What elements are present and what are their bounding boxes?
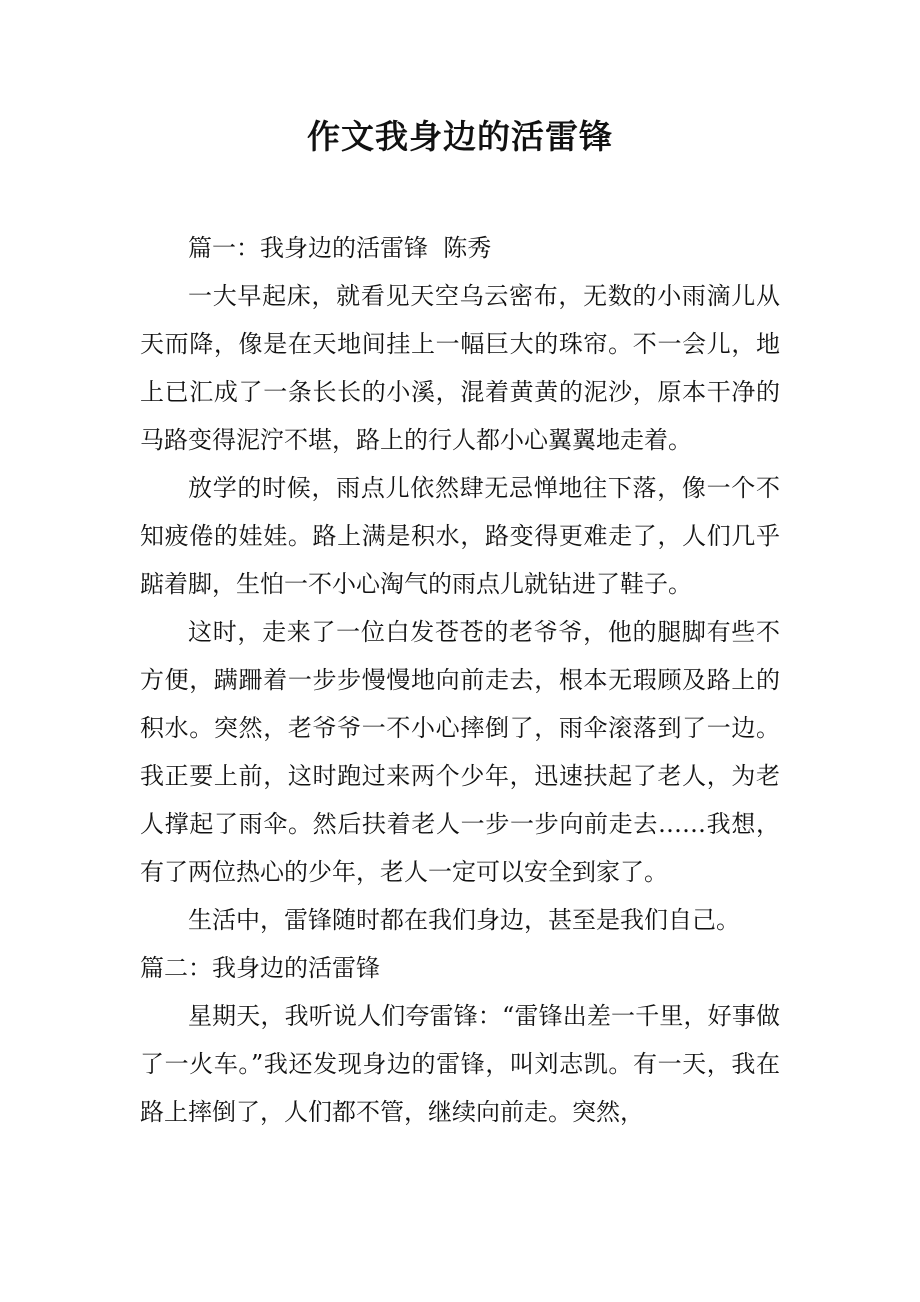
paragraph: 星期天，我听说人们夸雷锋：“雷锋出差一千里，好事做了一火车。”我还发现身边的雷锋，叫刘志凯。有一天，我在路上摔倒了，人们都不管，继续向前走。突然， — [140, 1002, 780, 1126]
paragraph: 一大早起床，就看见天空乌云密布，无数的小雨滴儿从天而降，像是在天地间挂上一幅巨大的珠帘。不一会儿，地上已汇成了一条长长的小溪，混着黄黄的泥沙，原本干净的马路变得泥泞不堪，路上的行人都小心翼翼地走着。 — [140, 282, 780, 454]
paragraph: 生活中，雷锋随时都在我们身边，甚至是我们自己。 — [188, 906, 740, 934]
paragraph: 这时，走来了一位白发苍苍的老爷爷，他的腿脚有些不方便，蹒跚着一步步慢慢地向前走去，根本无瑕顾及路上的积水。突然，老爷爷一不小心摔倒了，雨伞滚落到了一边。我正要上前，这时跑过来两个少年，迅速扶起了老人，为老人撑起了雨伞。然后扶着老人一步一步向前走去……我想，有了两位热心的少年，老人一定可以安全到家了。 — [140, 618, 780, 886]
document-body — [140, 224, 780, 1136]
section-heading-2: 篇二：我身边的活雷锋 — [140, 954, 380, 982]
section-heading-1: 篇一：我身边的活雷锋 陈秀 — [188, 234, 492, 262]
paragraph: 放学的时候，雨点儿依然肆无忌惮地往下落，像一个不知疲倦的娃娃。路上满是积水，路变得更难走了，人们几乎踮着脚，生怕一不小心淘气的雨点儿就钻进了鞋子。 — [140, 474, 780, 598]
document-title: 作文我身边的活雷锋 — [307, 117, 613, 156]
